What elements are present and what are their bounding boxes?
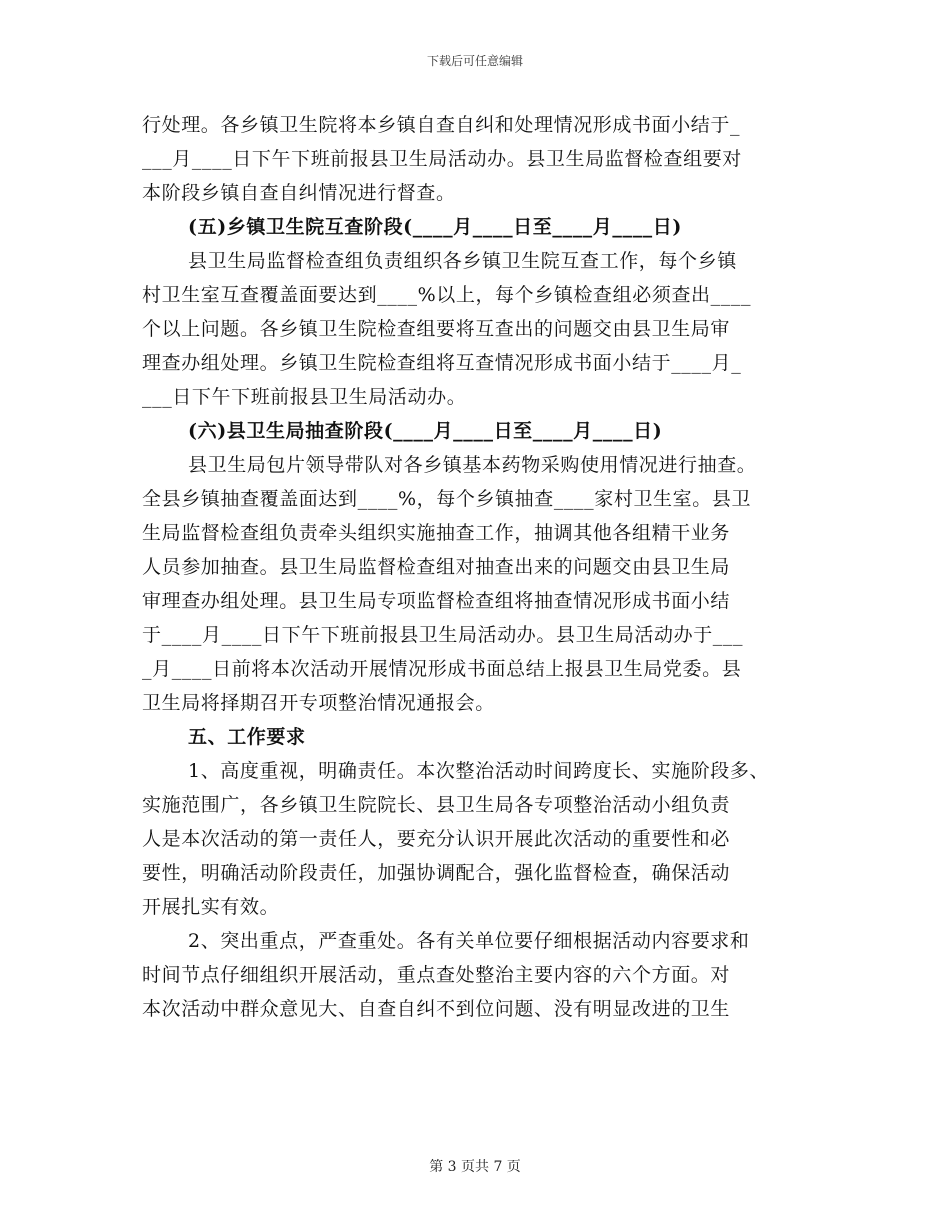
text-line: _月____日前将本次活动开展情况形成书面总结上报县卫生局党委。县 — [142, 658, 742, 680]
text-line: 本次活动中群众意见大、自查自纠不到位问题、没有明显改进的卫生 — [142, 998, 731, 1020]
text-line: 时间节点仔细组织开展活动，重点查处整治主要内容的六个方面。对 — [142, 964, 731, 986]
document-body — [142, 108, 810, 1026]
text-line: 卫生局将择期召开专项整治情况通报会。 — [142, 692, 495, 714]
text-line: 理查办组处理。乡镇卫生院检查组将互查情况形成书面小结于____月_ — [142, 352, 742, 374]
section-heading-5: (五)乡镇卫生院互查阶段(____月____日至____月____日) — [188, 216, 682, 238]
text-line: 行处理。各乡镇卫生院将本乡镇自查自纠和处理情况形成书面小结于_ — [142, 114, 741, 136]
text-line: 县卫生局监督检查组负责组织各乡镇卫生院互查工作，每个乡镇 — [188, 250, 737, 272]
text-line: 审理查办组处理。县卫生局专项监督检查组将抽查情况形成书面小结 — [142, 590, 731, 612]
text-line: 于____月____日下午下班前报县卫生局活动办。县卫生局活动办于___ — [142, 624, 744, 646]
text-line: 要性，明确活动阶段责任，加强协调配合，强化监督检查，确保活动 — [142, 862, 731, 884]
text-line: 人员参加抽查。县卫生局监督检查组对抽查出来的问题交由县卫生局 — [142, 556, 731, 578]
text-line: 全县乡镇抽查覆盖面达到____%，每个乡镇抽查____家村卫生室。县卫 — [142, 488, 752, 510]
text-line: 2、突出重点，严查重处。各有关单位要仔细根据活动内容要求和 — [188, 930, 750, 952]
text-line: 生局监督检查组负责牵头组织实施抽查工作，抽调其他各组精干业务 — [142, 522, 731, 544]
page-number: 第 3 页共 7 页 — [429, 1159, 521, 1175]
text-line: 开展扎实有效。 — [142, 896, 280, 918]
text-line: 本阶段乡镇自查自纠情况进行督查。 — [142, 182, 456, 204]
page-header: 下载后可任意编辑 — [426, 54, 523, 68]
section-heading-6: (六)县卫生局抽查阶段(____月____日至____月____日) — [188, 420, 663, 442]
text-line: 个以上问题。各乡镇卫生院检查组要将互查出的问题交由县卫生局审 — [142, 318, 731, 340]
section-heading-work-requirements: 五、工作要求 — [188, 726, 306, 748]
text-line: 县卫生局包片领导带队对各乡镇基本药物采购使用情况进行抽查。 — [188, 454, 757, 476]
text-line: ___日下午下班前报县卫生局活动办。 — [142, 386, 467, 408]
text-line: 人是本次活动的第一责任人，要充分认识开展此次活动的重要性和必 — [142, 828, 731, 850]
text-line: 1、高度重视，明确责任。本次整治活动时间跨度长、实施阶段多、 — [188, 760, 770, 782]
text-line: 实施范围广，各乡镇卫生院院长、县卫生局各专项整治活动小组负责 — [142, 794, 731, 816]
text-line: ___月____日下午下班前报县卫生局活动办。县卫生局监督检查组要对 — [142, 148, 742, 170]
text-line: 村卫生室互查覆盖面要达到____%以上，每个乡镇检查组必须查出____ — [142, 284, 752, 306]
